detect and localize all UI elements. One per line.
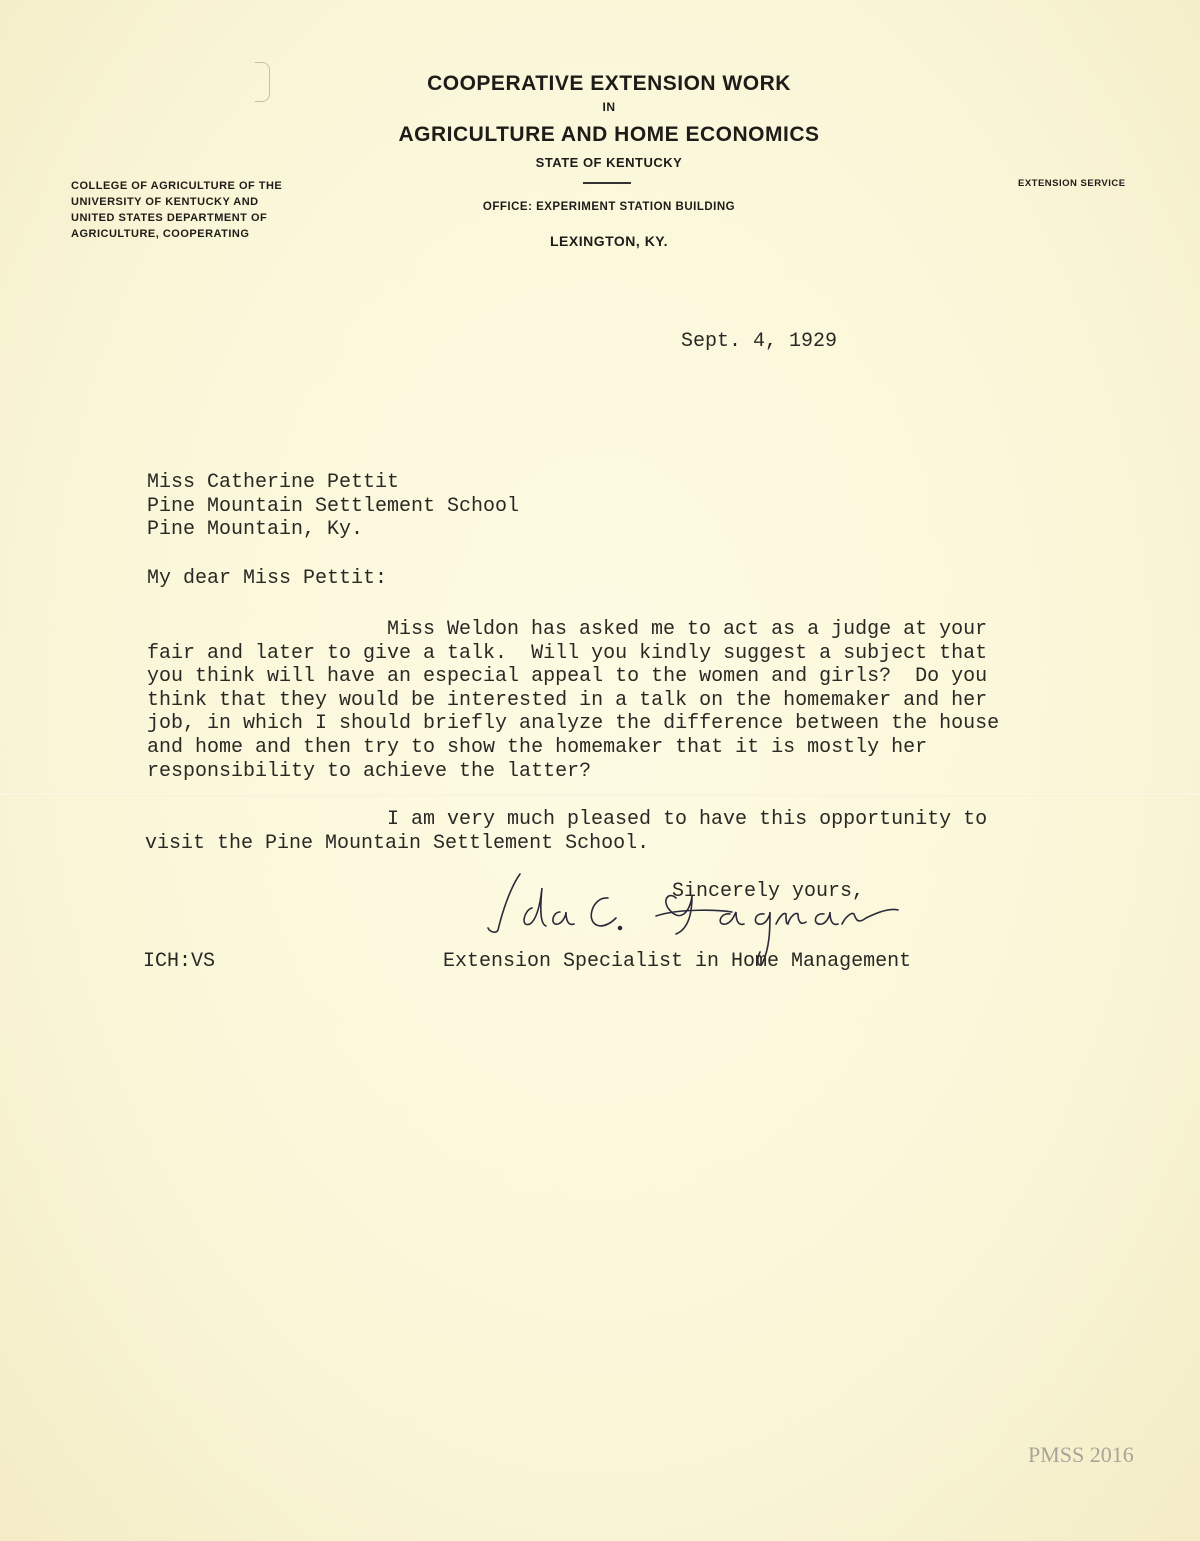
letterhead-state: STATE OF KENTUCKY [535,155,683,170]
watermark: PMSS 2016 [1028,1442,1134,1467]
left-block-line: COLLEGE OF AGRICULTURE OF THE [71,180,283,192]
body-paragraph-2 [145,808,987,855]
left-block-line: UNIVERSITY OF KENTUCKY AND [71,196,259,208]
closing: Sincerely yours, [672,880,865,903]
letterhead-city: LEXINGTON, KY. [550,233,668,249]
salutation: My dear Miss Pettit: [147,567,388,590]
left-block-line: UNITED STATES DEPARTMENT OF [71,212,268,224]
body-line: you think will have an especial appeal to the women and girls? Do you [147,665,988,689]
letterhead-subtitle: AGRICULTURE AND HOME ECONOMICS [398,123,820,146]
address-line: Miss Catherine Pettit [147,471,400,494]
address-line: Pine Mountain, Ky. [147,518,364,542]
body-line: visit the Pine Mountain Settlement School. [145,831,650,855]
body-line: I am very much pleased to have this opportunity to [387,808,988,831]
letterhead-left-block [71,178,282,242]
letterhead-right-block: EXTENSION SERVICE [1018,178,1126,189]
body-line: think that they would be interested in a talk on the homemaker and her [147,688,988,712]
signer-title: Extension Specialist in Home Management [443,950,912,973]
address-line: Pine Mountain Settlement School [147,494,520,518]
recipient-address [147,471,519,542]
letter-date: Sept. 4, 1929 [681,330,838,353]
typist-initials: ICH:VS [143,950,216,973]
left-block-line: AGRICULTURE, COOPERATING [71,228,250,240]
letterhead-office: OFFICE: EXPERIMENT STATION BUILDING [482,201,736,213]
fold-line [0,793,1200,796]
body-line: job, in which I should briefly analyze the difference between the house [147,712,1000,736]
body-line: responsibility to achieve the latter? [147,759,592,783]
letterhead-divider [583,182,631,184]
letterhead-in: IN [602,100,616,114]
letterhead-title: COOPERATIVE EXTENSION WORK [427,72,791,95]
body-line: and home and then try to show the homemaker that it is mostly her [147,735,928,759]
body-paragraph-1 [147,618,999,783]
body-line: Miss Weldon has asked me to act as a judge at your [387,618,988,641]
body-line: fair and later to give a talk. Will you kindly suggest a subject that [147,641,988,665]
